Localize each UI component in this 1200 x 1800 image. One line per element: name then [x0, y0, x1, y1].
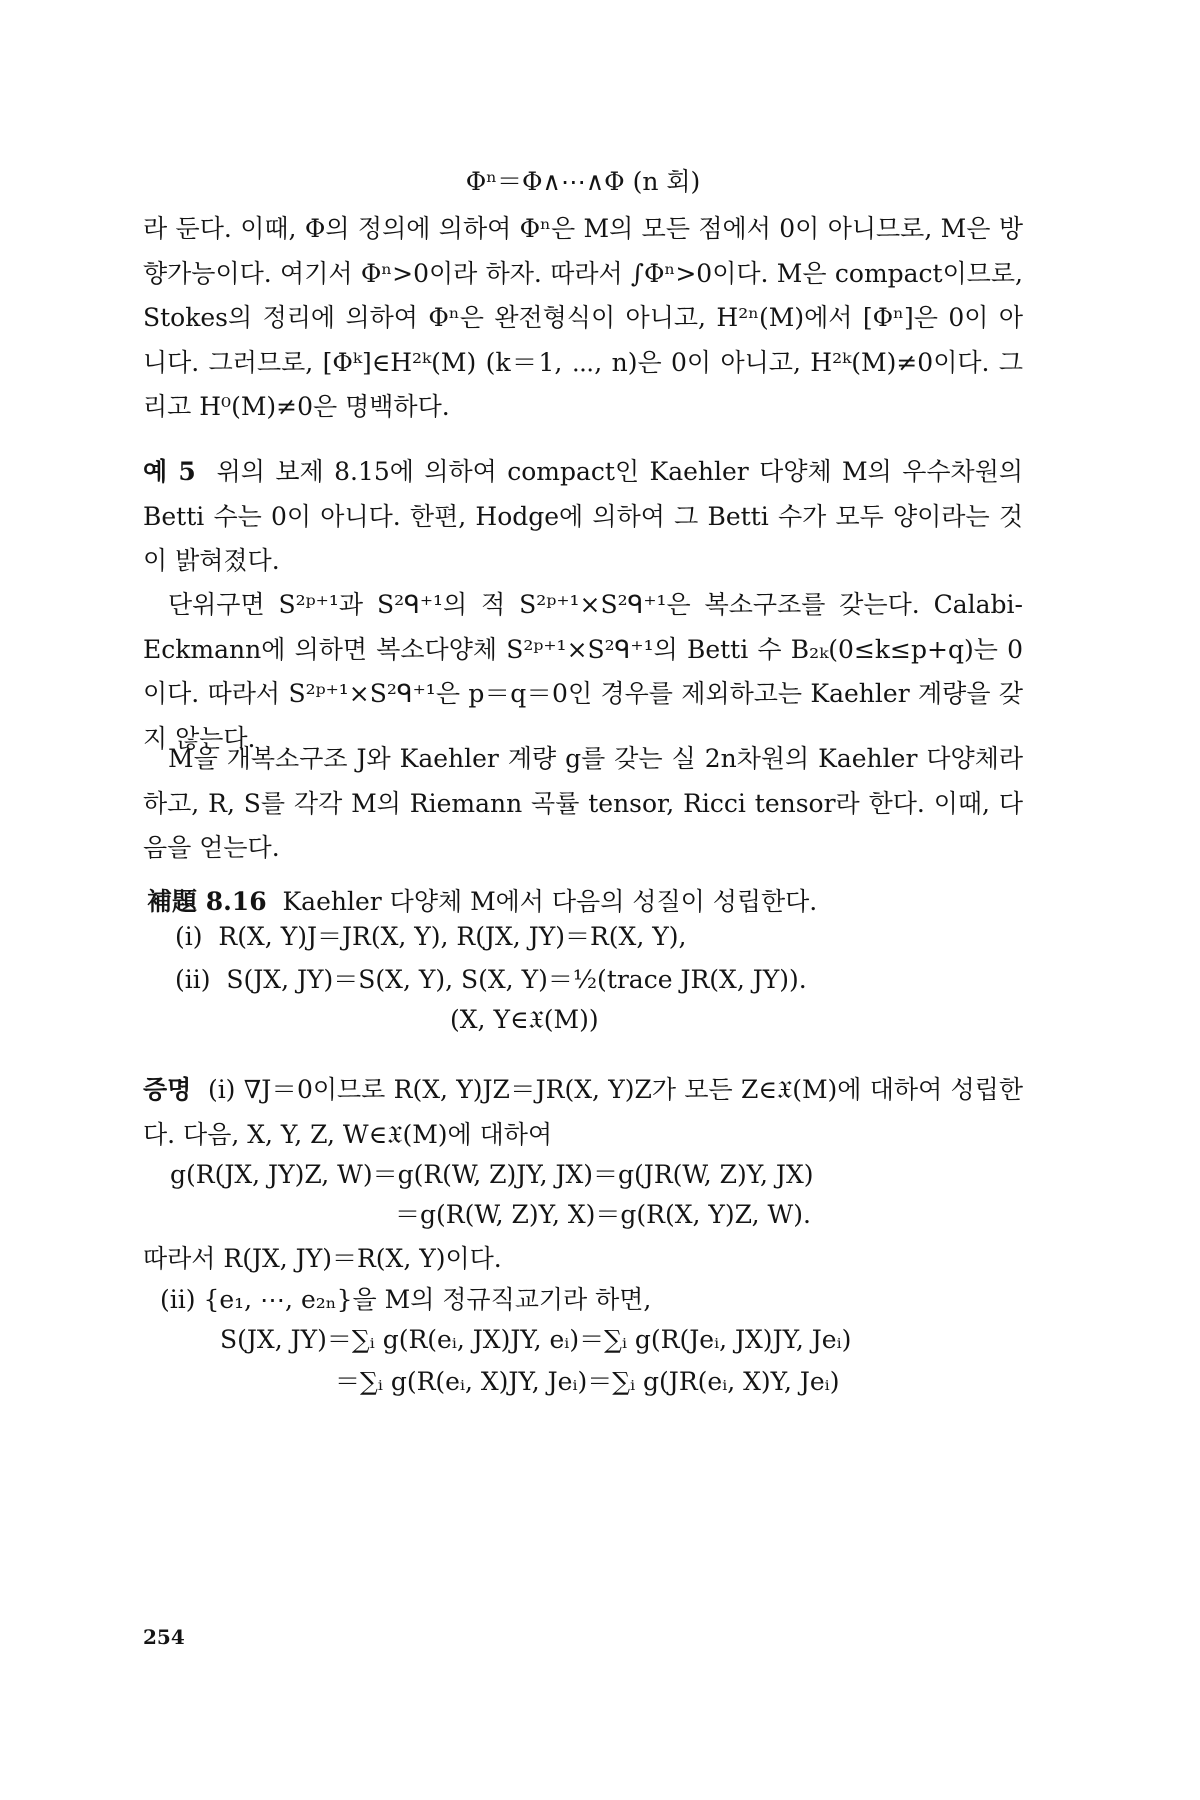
proof-part-ii: (ii) {e₁, ⋯, e₂ₙ}을 M의 정규직교기라 하면, — [160, 1285, 652, 1314]
proof-equation-4: ＝∑ᵢ g(R(eᵢ, X)JY, Jeᵢ)＝∑ᵢ g(JR(eᵢ, X)Y, Jeᵢ) — [335, 1367, 840, 1396]
proof-paragraph — [143, 1068, 1023, 1157]
page-number: 254 — [143, 1625, 185, 1649]
paragraph-orientation: 라 둔다. 이때, Φ의 정의에 의하여 Φⁿ은 M의 모든 점에서 0이 아니므로, M은 방향가능이다. 여기서 Φⁿ>0이라 하자. 따라서 ∫Φⁿ>0이다. M은 compact이므로, Stokes의 정리에 의하여 Φⁿ은 완전형식이 아니고, H²ⁿ(M)에서 [Φⁿ]은 0이 아니다. 그러므로, [Φᵏ]∈H²ᵏ(M) (k＝1, ⋯, n)은 0이 아니고, H²ᵏ(M)≠0이다. 그리고 H⁰(M)≠0은 명백하다. — [143, 214, 1023, 421]
lemma-tag: 補題 8.16 — [147, 887, 267, 916]
proof-equation-1: g(R(JX, JY)Z, W)＝g(R(W, Z)JY, JX)＝g(JR(W, Z)Y, JX) — [170, 1160, 814, 1189]
lemma-title: Kaehler 다양체 M에서 다음의 성질이 성립한다. — [282, 887, 818, 916]
proof-equation-2: ＝g(R(W, Z)Y, X)＝g(R(X, Y)Z, W). — [395, 1200, 811, 1229]
proof-tag: 증명 — [143, 1075, 192, 1104]
formula-phi-n: Φⁿ＝Φ∧⋯∧Φ (n 회) — [465, 167, 701, 196]
example-5-paragraph — [143, 450, 1023, 584]
lemma-item-ii — [175, 958, 807, 1002]
proof-equation-3: S(JX, JY)＝∑ᵢ g(R(eᵢ, JX)JY, eᵢ)＝∑ᵢ g(R(Jeᵢ, JX)JY, Jeᵢ) — [220, 1325, 852, 1354]
lemma-condition: (X, Y∈𝔛(M)) — [450, 1005, 599, 1034]
lemma-i-formula: R(X, Y)J＝JR(X, Y), R(JX, JY)＝R(X, Y), — [218, 922, 687, 951]
example-tag: 예 5 — [143, 457, 196, 486]
proof-text-1: (i) ∇J＝0이므로 R(X, Y)JZ＝JR(X, Y)Z가 모든 Z∈𝔛(M)에 대하여 성립한다. 다음, X, Y, Z, W∈𝔛(M)에 대하여 — [143, 1075, 1023, 1149]
lemma-ii-formula: S(JX, JY)＝S(X, Y), S(X, Y)＝½(trace JR(X, JY)). — [226, 965, 807, 994]
example-calabi-eckmann: 단위구면 S²ᵖ⁺¹과 S²ᑫ⁺¹의 적 S²ᵖ⁺¹×S²ᑫ⁺¹은 복소구조를 갖는다. Calabi-Eckmann에 의하면 복소다양체 S²ᵖ⁺¹×S²ᑫ⁺¹의 Betti 수 B₂ₖ(0≤k≤p+q)는 0이다. 따라서 S²ᵖ⁺¹×S²ᑫ⁺¹은 p＝q＝0인 경우를 제외하고는 Kaehler 계량을 갖지 않는다. — [143, 590, 1023, 753]
lemma-i-label: (i) — [175, 922, 203, 951]
lemma-item-i — [175, 915, 686, 959]
lemma-ii-label: (ii) — [175, 965, 211, 994]
proof-conclusion-i: 따라서 R(JX, JY)＝R(X, Y)이다. — [143, 1244, 502, 1273]
example-text-1: 위의 보제 8.15에 의하여 compact인 Kaehler 다양체 M의 우수차원의 Betti 수는 0이 아니다. 한편, Hodge에 의하여 그 Betti 수가 모두 양이라는 것이 밝혀졌다. — [143, 457, 1023, 575]
paragraph-kaehler-setup: M을 개복소구조 J와 Kaehler 계량 g를 갖는 실 2n차원의 Kaehler 다양체라 하고, R, S를 각각 M의 Riemann 곡률 tensor, Ricci tensor라 한다. 이때, 다음을 얻는다. — [143, 744, 1023, 862]
